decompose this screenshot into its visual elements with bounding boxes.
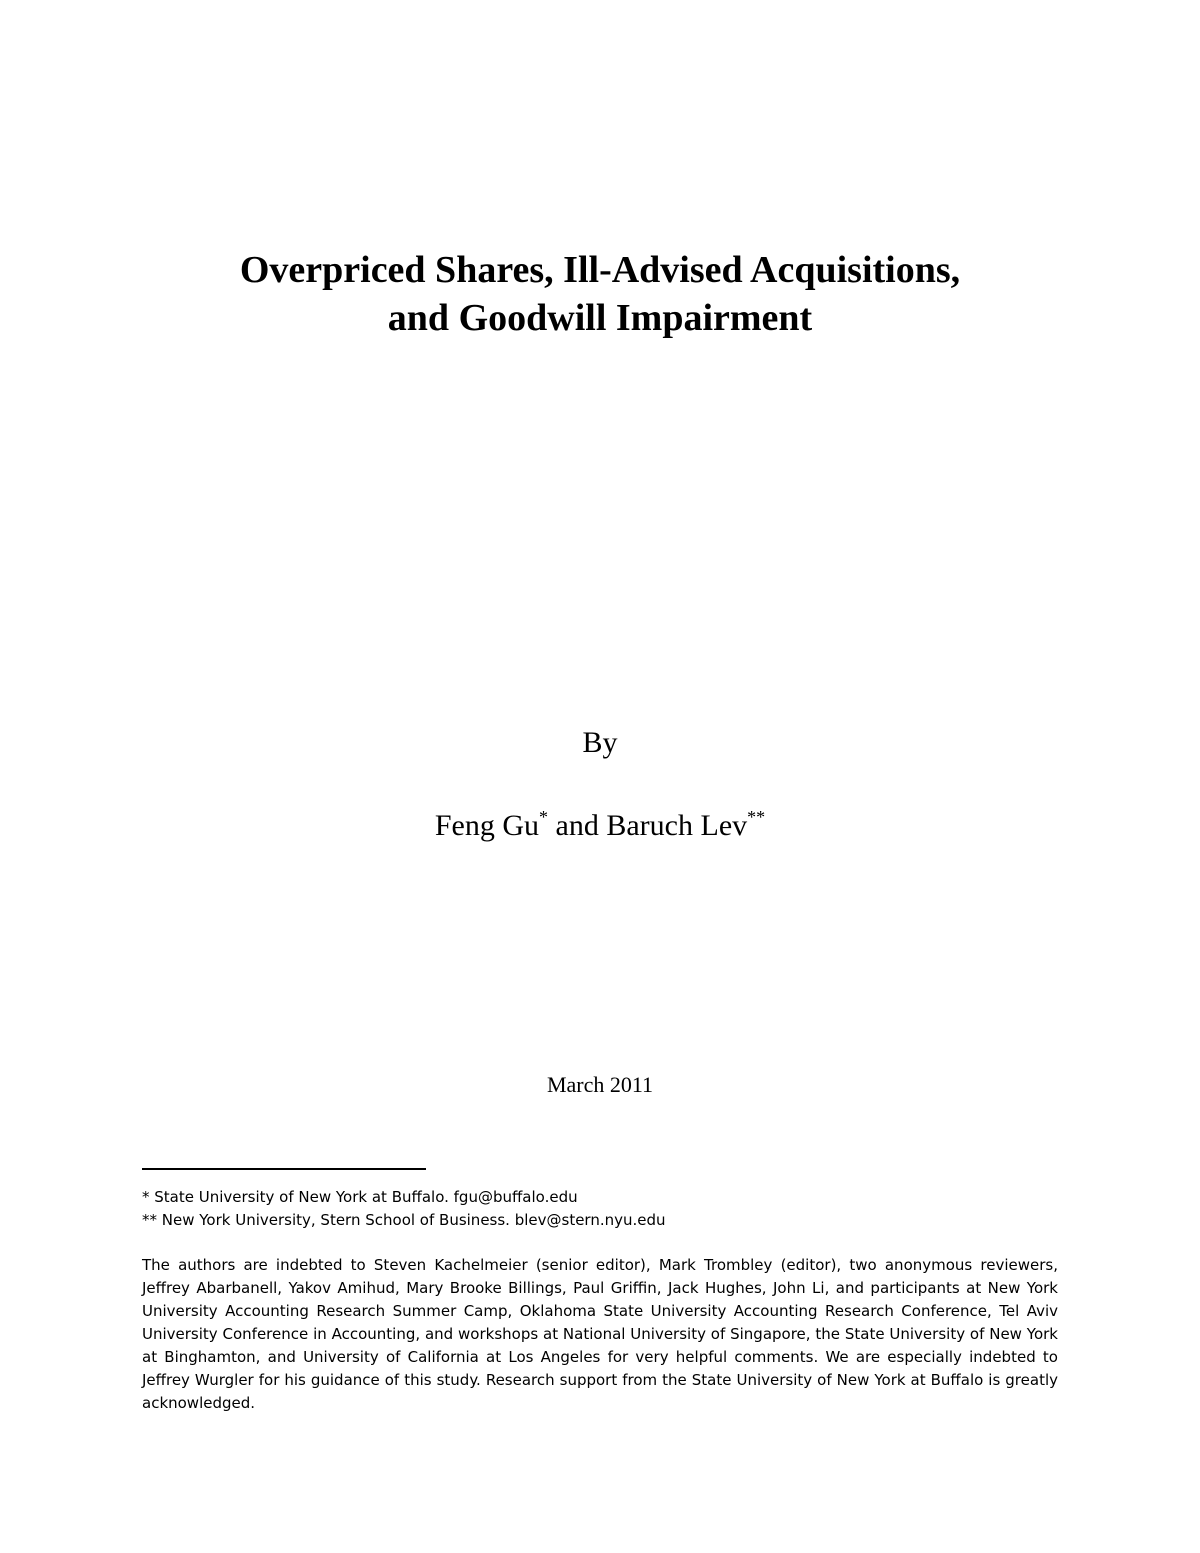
footnote-author-1-affiliation: * State University of New York at Buffalo. fgu@buffalo.edu <box>142 1188 578 1206</box>
author-1-name: Feng Gu <box>434 809 540 842</box>
author-line <box>0 808 1200 844</box>
footnote-author-2-affiliation: ** New York University, Stern School of Business. blev@stern.nyu.edu <box>142 1211 666 1229</box>
footnote-divider <box>142 1168 426 1170</box>
acknowledgment-paragraph: The authors are indebted to Steven Kachelmeier (senior editor), Mark Trombley (editor), two anonymous reviewers, Jeffrey Abarbanell, Yakov Amihud, Mary Brooke Billings, Paul Griffin, Jack Hughes, John Li, and participants at New York University Accounting Research Summer Camp, Oklahoma State University Accounting Research Conference, Tel Aviv University Conference in Accounting, and workshops at National University of Singapore, the State University of New York at Binghamton, and University of California at Los Angeles for very helpful comments. We are especially indebted to Jeffrey Wurgler for his guidance of this study. Research support from the State University of New York at Buffalo is greatly acknowledged. <box>142 1256 1058 1412</box>
paper-title-line-2: and Goodwill Impairment <box>387 297 813 339</box>
by-label: By <box>582 726 618 759</box>
author-2-name: Baruch Lev <box>606 809 748 842</box>
author-2-footnote-mark: ** <box>747 807 766 827</box>
author-conjunction: and <box>548 809 607 842</box>
paper-title <box>0 246 1200 342</box>
paper-title-line-1: Overpriced Shares, Ill-Advised Acquisitions, <box>239 249 961 291</box>
publication-date: March 2011 <box>546 1072 654 1097</box>
author-1-footnote-mark: * <box>539 807 549 827</box>
